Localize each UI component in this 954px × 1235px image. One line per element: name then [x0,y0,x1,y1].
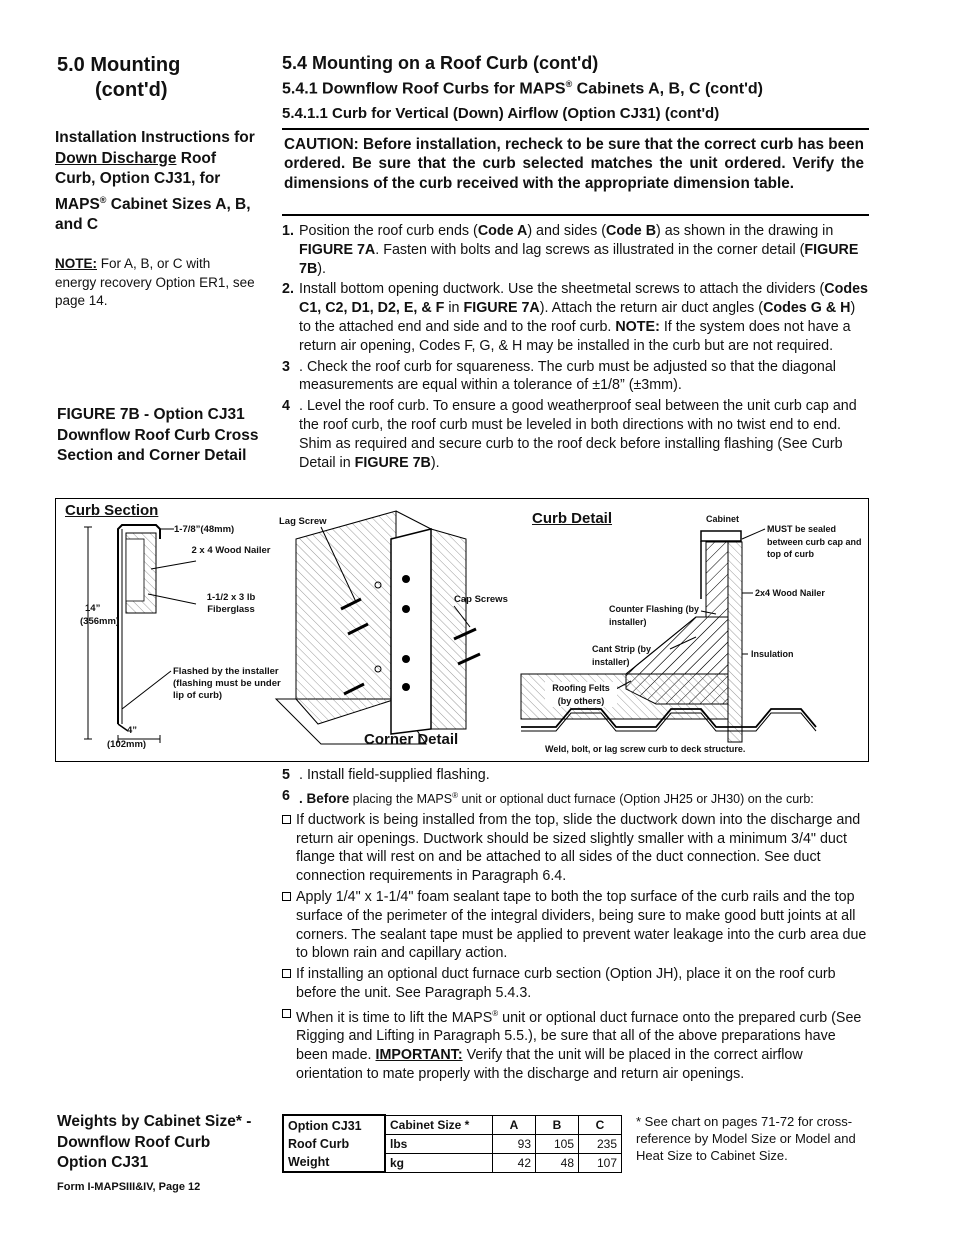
dim-height-label: 14” [85,603,101,614]
section-title: 5.0 Mounting (cont'd) [57,54,181,101]
table-row: kg 42 48 107 [283,1153,622,1172]
step-3: 3 . Check the roof curb for squareness. The curb must be adjusted so that the diagonal measurements are equal within a tolerance of ±1/8” (±3mm). [282,358,836,394]
step-2: 2. Install bottom opening ductwork. Use the sheetmetal screws to attach the dividers (Codes C1, C2, D1, D2, E, & F in FIGURE 7A). Attach the return air duct angles (Codes G & H) to the attached end and side and to the roof curb. NOTE: If the system does not have a return air opening, Codes F, G, & H may be installed in the curb but are not required. [282,281,868,354]
wood-nailer-label: 2 x 4 Wood Nailer [191,545,271,556]
fiberglass-label: 1-1/2 x 3 lb Fiberglass [206,592,256,615]
weights-table [282,1114,622,1173]
curb-detail-drawing [521,529,816,742]
install-instructions-heading: Installation Instructions for Down Discharge Roof Curb, Option CJ31, for MAPS® Cabinet Sizes A, B, and C [55,129,255,234]
flashed-label: Flashed by the installer (flashing must be under lip of curb) [173,666,281,701]
curb-section-drawing [84,525,196,743]
checkbox-icon [282,1009,291,1018]
checkbox-icon [282,969,291,978]
cap-screws-label: Cap Screws [454,594,508,605]
lag-screw-label: Lag Screw [279,516,327,527]
weld-label: Weld, bolt, or lag screw curb to deck structure. [545,744,746,754]
table-footnote: * See chart on pages 71-72 for cross-reference by Model Size or Model and Heat Size to Cabinet Size. [636,1114,856,1163]
checkbox-icon [282,815,291,824]
caution-bottom-rule [282,214,869,216]
corner-detail-title: Corner Detail [364,731,459,748]
heading-5-4-1: 5.4.1 Downflow Roof Curbs for MAPS® Cabinets A, B, C (cont'd) [282,79,763,98]
step-5: 5 . Install field-supplied flashing. [282,767,490,783]
cant-strip-label: Cant Strip (by installer) [592,644,652,667]
figure-7b [55,498,869,762]
cabinet-label: Cabinet [706,514,740,524]
bullet-duct-furnace: If installing an optional duct furnace curb section (Option JH), place it on the roof curb before the unit. See Paragraph 5.4.3. [282,965,869,1003]
col-b-header: B [536,1115,579,1134]
curb-section-title: Curb Section [65,502,159,519]
steps-list-continued [282,766,869,1084]
step-1: 1. Position the roof curb ends (Code A) and sides (Code B) as shown in the drawing in FIGURE 7A. Fasten with bolts and lag screws as illustrated in the corner detail (FIGURE 7B). [282,223,859,277]
weights-row-header: Option CJ31 Roof Curb Weight [283,1115,385,1172]
dim-width-mm-label: (102mm) [107,739,147,750]
dim-top-label: 1-7/8”(48mm) [174,524,235,535]
caution-text: CAUTION: Before installation, recheck to be sure that the correct curb has been ordered. Be sure that the curb selected matches the unit ordered. Verify the dimensions of the curb received with the appropriate dimension table. [284,136,864,192]
cabinet-size-header: Cabinet Size * [385,1115,493,1134]
curb-detail-title: Curb Detail [532,510,613,527]
checkbox-icon [282,892,291,901]
must-sealed-label: MUST be sealed between curb cap and top of curb [767,524,862,559]
step-6: 6 . Before placing the MAPS® unit or optional duct furnace (Option JH25 or JH30) on the curb: [282,787,814,806]
page-footer: Form I-MAPSIII&IV, Page 12 [57,1181,201,1193]
roofing-felts-label: Roofing Felts (by others) [545,682,617,707]
heading-5-4: 5.4 Mounting on a Roof Curb (cont'd) [282,53,599,73]
step-4: 4 . Level the roof curb. To ensure a good weatherproof seal between the unit curb cap and the roof curb, the roof curb must be leveled in both directions with no twist end to end. Shim as required and secure curb to the roof deck before installing flashing (See Curb Detail in FIGURE 7B). [282,398,857,471]
col-a-header: A [493,1115,536,1134]
dim-width-label: 4” [127,725,138,736]
caution-top-rule [282,128,869,130]
note: NOTE: For A, B, or C with energy recovery Option ER1, see page 14. [55,256,255,308]
counter-flashing-label: Counter Flashing (by installer) [609,604,699,627]
insulation-label: Insulation [751,649,794,659]
table-row: lbs 93 105 235 [283,1134,622,1153]
corner-detail-drawing [276,511,480,744]
figure-drawing [56,499,868,761]
dim-height-mm-label: (356mm) [80,616,120,627]
bullet-ductwork: If ductwork is being installed from the top, slide the ductwork down into the discharge and return air openings. Ductwork should be sized slightly smaller with a minimum 3/4" duct flange that will rest on and be attached to all sides of the duct connection. See duct connection requirements in Paragraph 6.4. [282,811,869,886]
figure-7b-caption: FIGURE 7B - Option CJ31 Downflow Roof Curb Cross Section and Corner Detail [57,406,259,464]
wood-nailer-detail-label: 2x4 Wood Nailer [755,588,825,598]
col-c-header: C [579,1115,622,1134]
bullet-lift: When it is time to lift the MAPS® unit or optional duct furnace onto the prepared curb (See Rigging and Lifting in Paragraph 5.5.), be sure that all of the above preparations have been made. IMPORTANT: Verify that the unit will be placed in the correct airflow orientation to mate properly with the discharge and return air openings. [282,1005,869,1084]
heading-5-4-1-1: 5.4.1.1 Curb for Vertical (Down) Airflow (Option CJ31) (cont'd) [282,105,720,122]
down-discharge-text: Down Discharge [55,149,177,167]
weights-caption: Weights by Cabinet Size* - Downflow Roof Curb Option CJ31 [57,1113,252,1171]
bullet-sealant: Apply 1/4" x 1-1/4" foam sealant tape to both the top surface of the curb rails and the top surface of the perimeter of the integral dividers, being sure to make good butt joints at all corners. The sealant tape must be applied to prevent water leakage into the curb area due to blown rain and capillary action. [282,888,869,963]
steps-list [282,222,869,472]
